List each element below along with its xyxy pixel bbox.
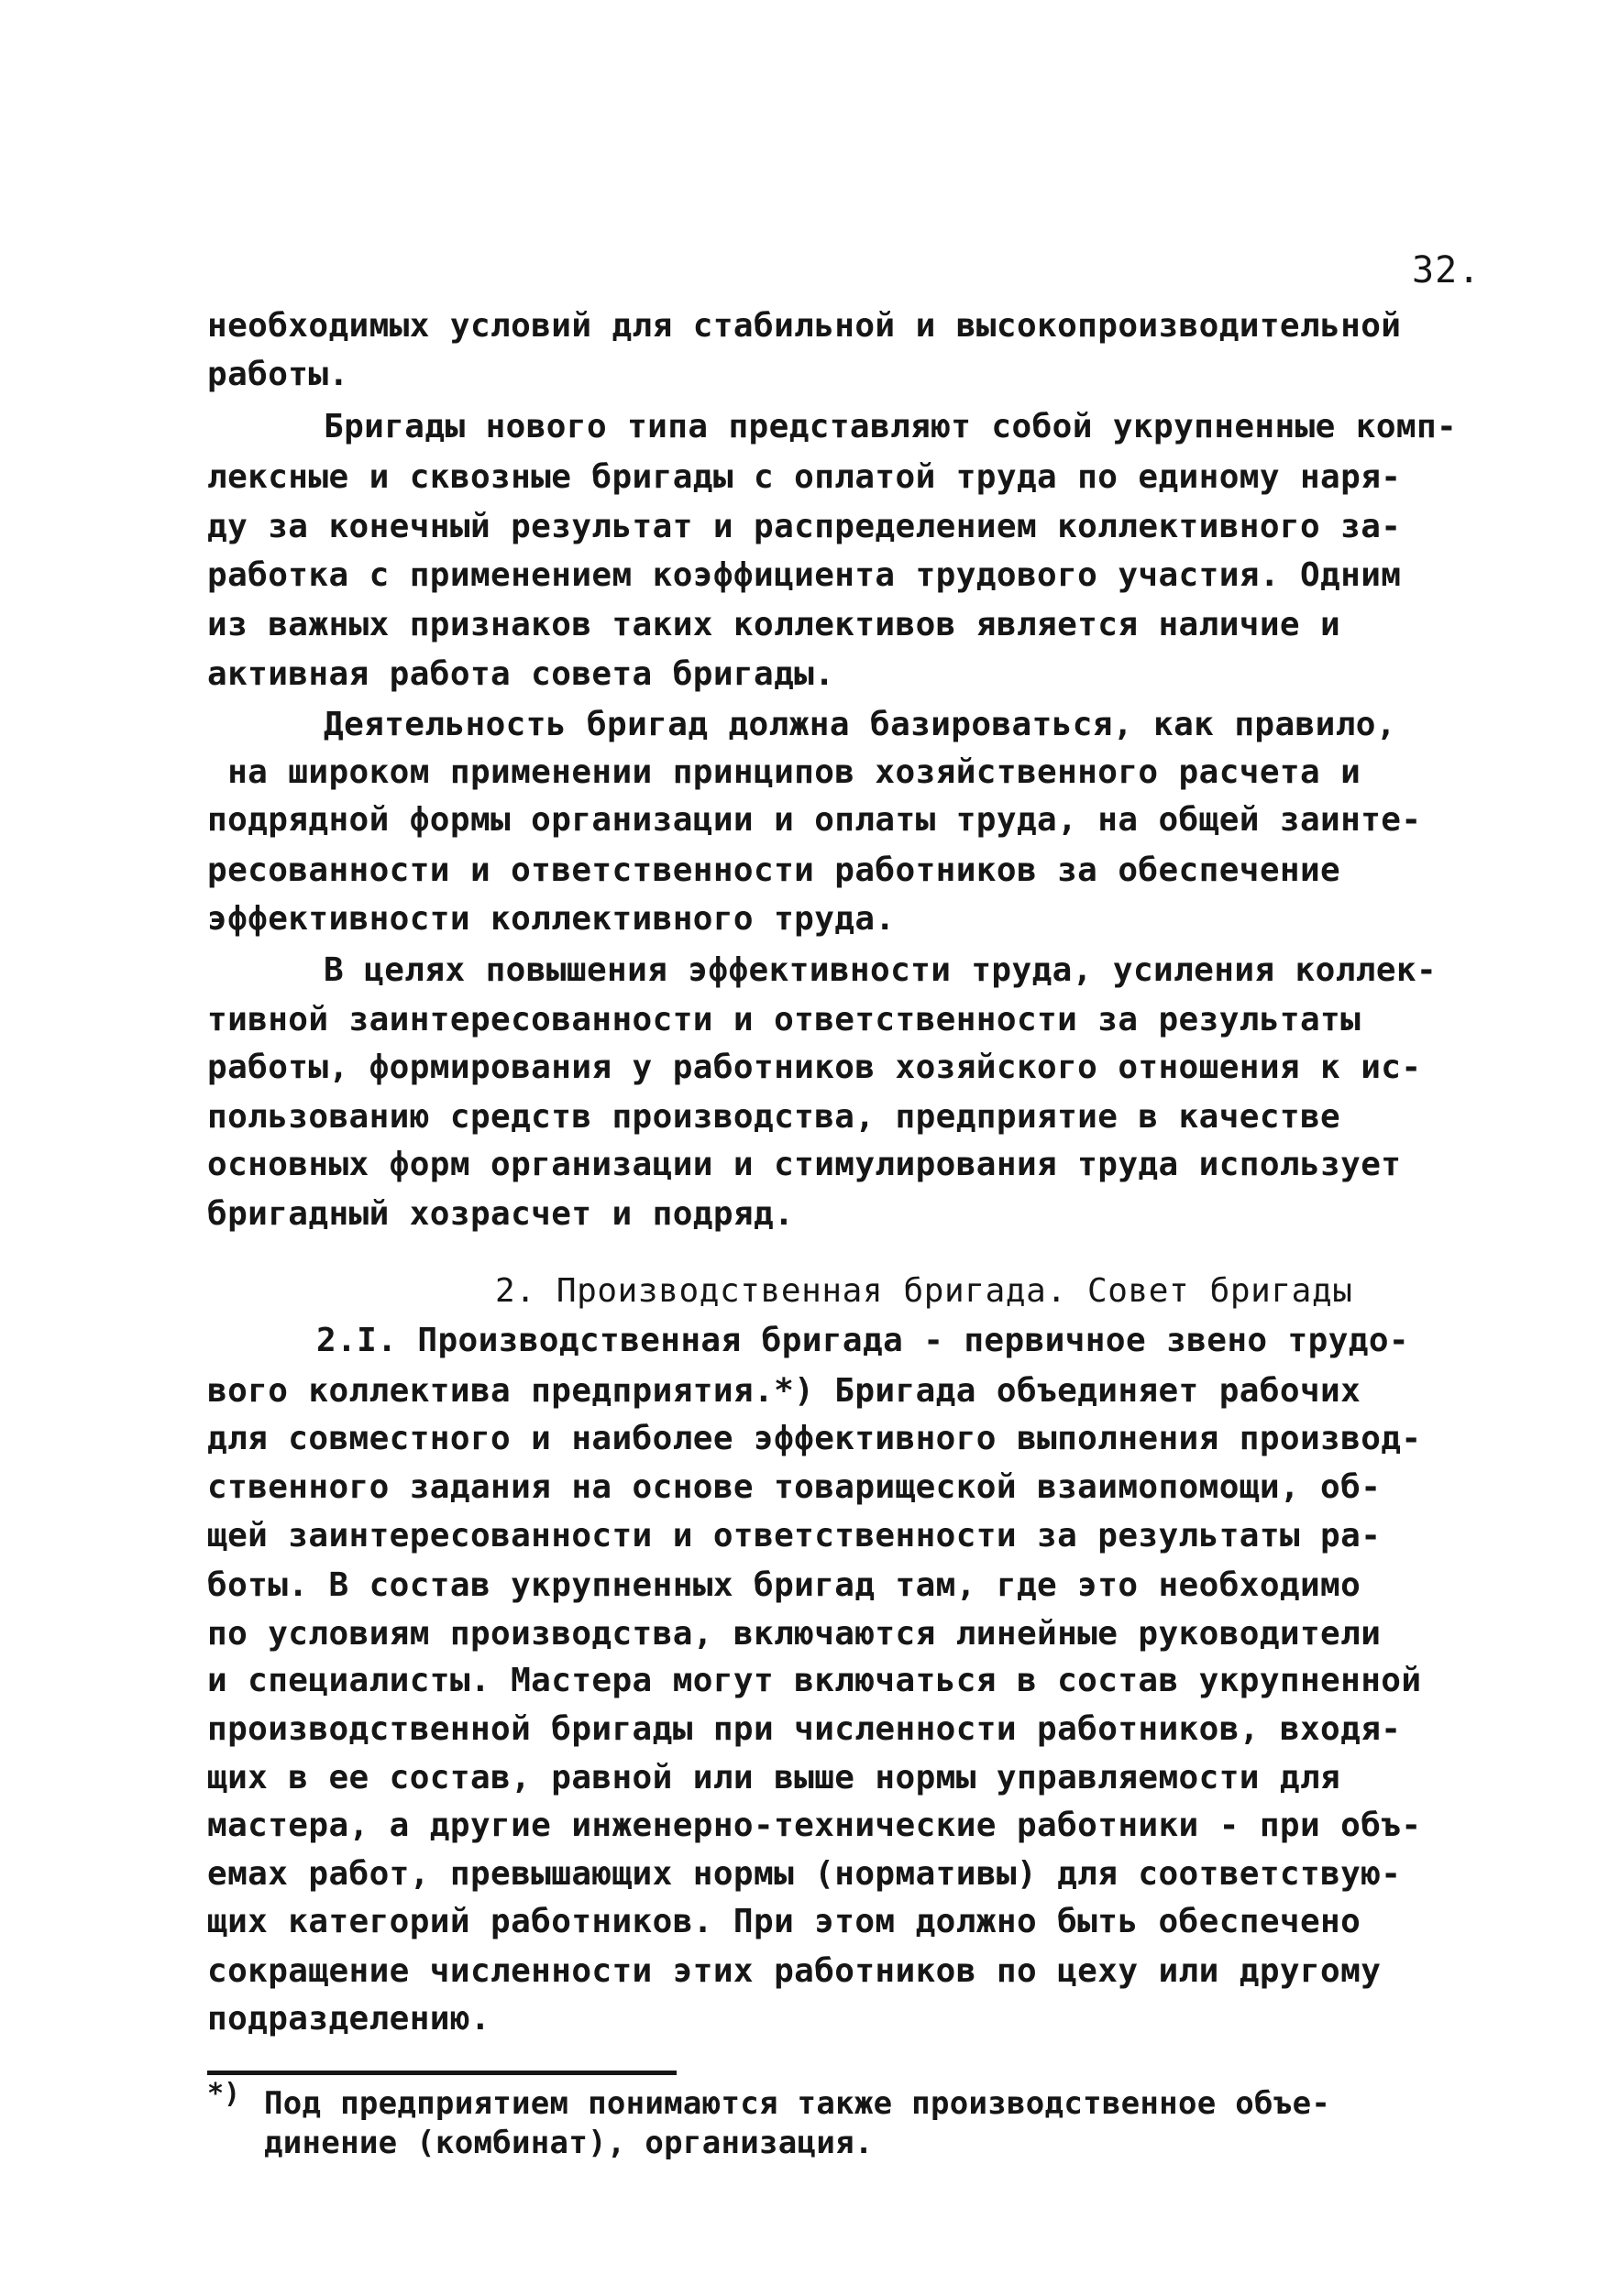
text-line: лексные и сквозные бригады с оплатой труда по единому наря- — [207, 458, 1402, 496]
text-line: для совместного и наиболее эффективного выполнения производ- — [207, 1420, 1422, 1457]
text-line: щей заинтересованности и ответственности за результаты ра- — [207, 1517, 1382, 1554]
text-line: активная работа совета бригады. — [207, 655, 835, 693]
text-line: подрядной формы организации и оплаты труда, на общей заинте- — [207, 801, 1422, 839]
text-line: основных форм организации и стимулирования труда использует — [207, 1146, 1402, 1183]
text-line: ду за конечный результат и распределением коллективного за- — [207, 508, 1402, 545]
text-line: по условиям производства, включаются линейные руководители — [207, 1615, 1382, 1653]
text-line: и специалисты. Мастера могут включаться в состав укрупненной — [207, 1662, 1422, 1699]
text-line: на широком применении принципов хозяйственного расчета и — [207, 753, 1361, 791]
text-line: работка с применением коэффициента трудового участия. Одним — [207, 556, 1402, 594]
text-line: производственной бригады при численности работников, входя- — [207, 1710, 1402, 1748]
text-line: вого коллектива предприятия.*) Бригада объединяет рабочих — [207, 1372, 1361, 1410]
text-line: из важных признаков таких коллективов является наличие и — [207, 606, 1341, 643]
text-line: бригадный хозрасчет и подряд. — [207, 1195, 795, 1233]
text-line: емах работ, превышающих нормы (нормативы) для соответствую- — [207, 1855, 1402, 1893]
text-line: щих в ее состав, равной или выше нормы управляемости для — [207, 1759, 1341, 1796]
footnote-text-line: динение (комбинат), организация. — [264, 2125, 874, 2161]
text-line: работы, формирования у работников хозяйского отношения к ис- — [207, 1049, 1422, 1086]
text-line: щих категорий работников. При этом должно быть обеспечено — [207, 1903, 1361, 1940]
text-line: необходимых условий для стабильной и высокопроизводительной — [207, 307, 1402, 345]
text-line: мастера, а другие инженерно-технические работники - при объ- — [207, 1807, 1422, 1844]
text-line: Деятельность бригад должна базироваться, как правило, — [324, 706, 1396, 743]
text-line: тивной заинтересованности и ответственности за результаты — [207, 1001, 1361, 1038]
footnote-mark: *) — [207, 2078, 241, 2110]
footnote-separator — [207, 2071, 677, 2075]
text-line: В целях повышения эффективности труда, усиления коллек- — [324, 951, 1438, 989]
text-line: ресованности и ответственности работников за обеспечение — [207, 851, 1341, 889]
page-number: 32. — [1412, 249, 1482, 291]
text-line: 2.I. Производственная бригада - первичное звено трудо- — [316, 1322, 1409, 1359]
text-line: ственного задания на основе товарищеской взаимопомощи, об- — [207, 1468, 1382, 1506]
text-line: Бригады нового типа представляют собой укрупненные комп- — [324, 408, 1458, 445]
text-line: сокращение численности этих работников по цеху или другому — [207, 1952, 1382, 1990]
text-line: подразделению. — [207, 2000, 491, 2038]
text-line: эффективности коллективного труда. — [207, 900, 896, 938]
text-line: боты. В состав укрупненных бригад там, где это необходимо — [207, 1566, 1361, 1604]
text-line: пользованию средств производства, предприятие в качестве — [207, 1098, 1341, 1136]
footnote-text-line: Под предприятием понимаются также производственное объе- — [264, 2085, 1331, 2122]
text-line: работы. — [207, 356, 349, 393]
section-heading: 2. Производственная бригада. Совет бригады — [495, 1272, 1353, 1310]
